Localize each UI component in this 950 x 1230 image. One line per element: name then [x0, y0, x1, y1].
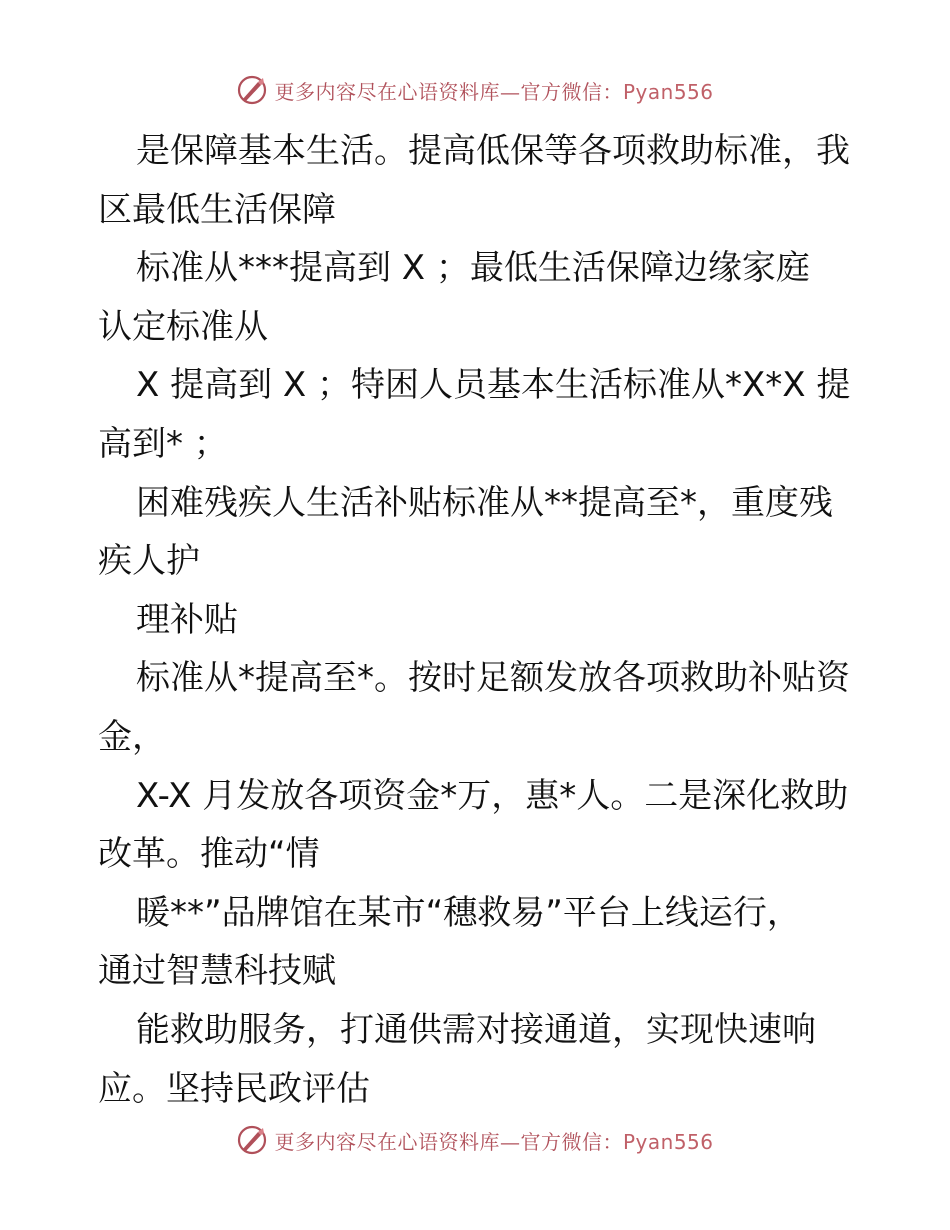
text-line: 标准从*提高至*。按时足额发放各项救助补贴资	[136, 658, 850, 699]
text-line: 区最低生活保障	[98, 189, 336, 230]
header-banner-text: 更多内容尽在心语资料库	[274, 79, 500, 104]
footer-banner-id: Pyan556	[622, 1129, 714, 1154]
header-banner-contact: 官方微信：	[520, 79, 623, 104]
text-line: 是保障基本生活。提高低保等各项救助标准，我	[136, 131, 850, 171]
footer-banner-contact: 官方微信：	[520, 1129, 623, 1154]
header-banner-id: Pyan556	[622, 79, 714, 104]
header-watermark-banner	[0, 70, 950, 110]
body-text	[98, 122, 858, 1118]
text-line: 标准从***提高到 X ；最低生活保障边缘家庭	[136, 248, 810, 289]
text-line: X 提高到 X ；特困人员基本生活标准从*X*X 提	[136, 365, 851, 406]
text-line: 通过智慧科技赋	[98, 951, 336, 992]
footer-banner-dash: —	[499, 1129, 521, 1154]
text-line: 能救助服务，打通供需对接通道，实现快速响	[136, 1009, 816, 1050]
text-line: 困难残疾人生活补贴标准从**提高至*，重度残	[136, 482, 833, 523]
footer-watermark-banner	[0, 1120, 950, 1160]
quill-pen-logo-icon	[236, 1124, 268, 1156]
text-line: 暖**”品牌馆在某市“穗救易”平台上线运行，	[136, 892, 801, 933]
text-line: X-X 月发放各项资金*万，惠*人。二是深化救助	[136, 775, 849, 816]
quill-pen-logo-icon	[236, 74, 268, 106]
text-line: 认定标准从	[98, 306, 268, 347]
text-line: 改革。推动“情	[98, 834, 320, 875]
text-line: 应。坚持民政评估	[98, 1068, 370, 1109]
text-line: 理补贴	[136, 599, 238, 640]
header-banner-dash: —	[499, 79, 521, 104]
text-line: 金，	[98, 716, 166, 757]
text-line: 疾人护	[98, 541, 200, 582]
text-line: 高到* ；	[98, 423, 228, 464]
footer-banner-text: 更多内容尽在心语资料库	[274, 1129, 500, 1154]
